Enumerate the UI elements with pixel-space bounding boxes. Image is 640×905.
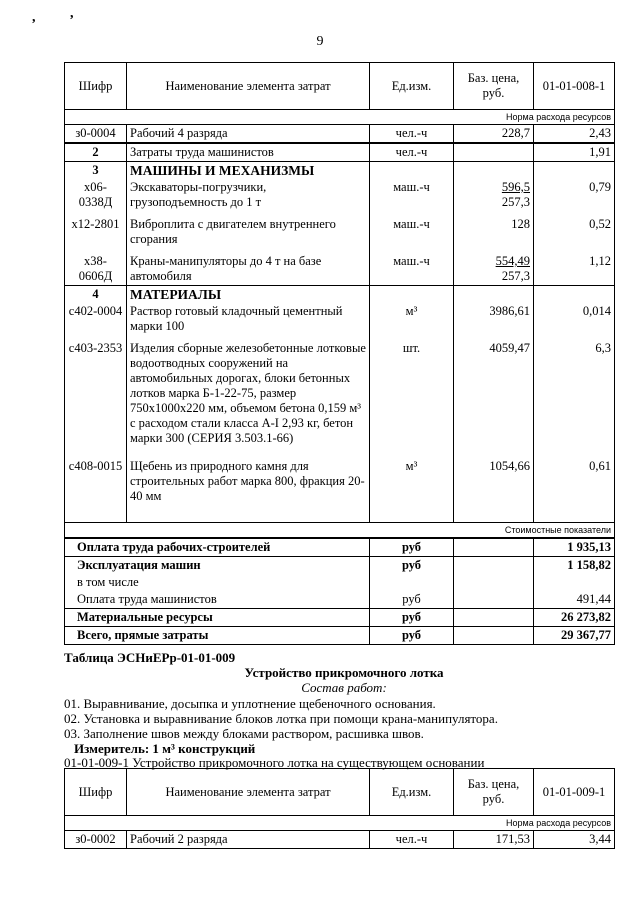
table-header xyxy=(65,63,615,110)
table-row: 3 МАШИНЫ И МЕХАНИЗМЫ xyxy=(65,162,615,180)
cost-row: Всего, прямые затраты руб 29 367,77 xyxy=(65,627,615,645)
cost-row: в том числе xyxy=(65,574,615,591)
item-title: 01-01-009-1 Устройство прикромочного лотка на существующем основании xyxy=(64,755,485,770)
norm-caption: Норма расхода ресурсов xyxy=(65,110,615,125)
work-item: 01. Выравнивание, досыпка и уплотнение щебеночного основания. xyxy=(64,696,436,711)
cost-row: Эксплуатация машин руб 1 158,82 xyxy=(65,557,615,575)
table-label: Таблица ЭСНиЕРр-01-01-009 xyxy=(64,650,236,665)
section-title: Устройство прикромочного лотка xyxy=(244,665,444,680)
norm-caption: Норма расхода ресурсов xyxy=(65,816,615,831)
header-name: Наименование элемента затрат xyxy=(127,63,370,110)
table-row: х38-0606Д Краны-манипуляторы до 4 т на базе автомобиля маш.-ч 554,49 257,3 1,12 xyxy=(65,248,615,286)
table-row: з0-0002 Рабочий 2 разряда чел.-ч 171,53 3,44 xyxy=(65,831,615,849)
header-code: Шифр xyxy=(65,769,127,816)
table-row: з0-0004 Рабочий 4 разряда чел.-ч 228,7 2,43 xyxy=(65,125,615,144)
resource-table-1 xyxy=(64,62,615,645)
table-row: с402-0004 Раствор готовый кладочный цементный марки 100 м³ 3986,61 0,014 xyxy=(65,303,615,335)
table-header xyxy=(65,769,615,816)
header-price: Баз. цена, руб. xyxy=(454,769,534,816)
cost-caption: Стоимостные показатели xyxy=(65,523,615,539)
header-unit: Ед.изм. xyxy=(370,769,454,816)
cost-row: Оплата труда машинистов руб 491,44 xyxy=(65,591,615,609)
header-code: Шифр xyxy=(65,63,127,110)
resource-table-2 xyxy=(64,768,615,849)
header-unit: Ед.изм. xyxy=(370,63,454,110)
scan-mark: , xyxy=(70,6,74,21)
header-price: Баз. цена, руб. xyxy=(454,63,534,110)
table-row: с403-2353 Изделия сборные железобетонные лотковые водоотводных сооружений на автомобильных дорогах, блоки бетонных лотков марка Б-1-22-75, размер 750х1000х220 мм, объемом бетона 0,159 м³ с расходом стали класса А-I 2,93 кг, бетон марки 300 (СЕРИЯ 3.503.1-66) шт. 4059,47 6,3 xyxy=(65,335,615,447)
measure: Измеритель: 1 м³ конструкций xyxy=(74,741,256,756)
header-norm-code: 01-01-008-1 xyxy=(534,63,615,110)
table-row: 4 МАТЕРИАЛЫ xyxy=(65,286,615,304)
header-name: Наименование элемента затрат xyxy=(127,769,370,816)
scan-mark: , xyxy=(32,10,36,25)
work-item: 02. Установка и выравнивание блоков лотка при помощи крана-манипулятора. xyxy=(64,711,498,726)
cost-row: Оплата труда рабочих-строителей руб 1 935,13 xyxy=(65,538,615,557)
table-row: х12-2801 Виброплита с двигателем внутреннего сгорания маш.-ч 128 0,52 xyxy=(65,211,615,248)
works-title: Состав работ: xyxy=(301,680,387,695)
header-norm-code: 01-01-009-1 xyxy=(534,769,615,816)
table-row: 2 Затраты труда машинистов чел.-ч 1,91 xyxy=(65,143,615,162)
page-number: 9 xyxy=(316,34,324,49)
cost-row: Материальные ресурсы руб 26 273,82 xyxy=(65,609,615,627)
table-row: с408-0015 Щебень из природного камня для строительных работ марка 800, фракция 20-40 мм м³ 1054,66 0,61 xyxy=(65,447,615,523)
table-row: х06-0338Д Экскаваторы-погрузчики, грузоподъемность до 1 т маш.-ч 596,5 257,3 0,79 xyxy=(65,179,615,211)
work-item: 03. Заполнение швов между блоками раствором, расшивка швов. xyxy=(64,726,424,741)
